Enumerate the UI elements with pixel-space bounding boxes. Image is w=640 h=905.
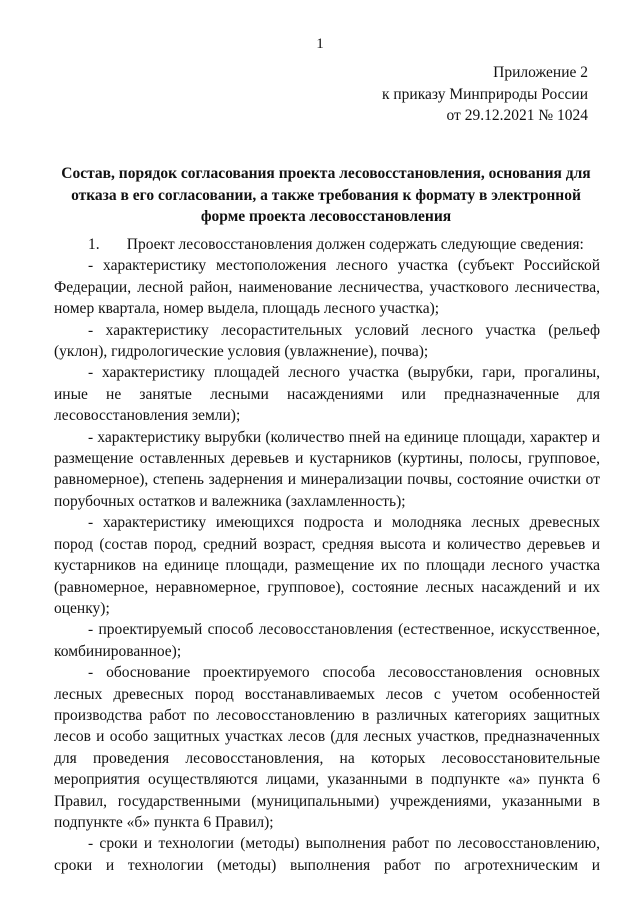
paragraph-justification: - обоснование проектируемого способа лесовосстановления основных лесных древесных пород восстанавливаемых лесов с учетом особенностей производства работ по лесовосстановлению в различных категориях защитных лесов и особо защитных участках лесов (для лесных участков, предназначенных для проведения лесовосстановления, на которых лесовосстановительные мероприятия осуществляются лицами, указанными в подпункте «а» пункта 6 Правил, государственными (муниципальными) учреждениями, указанными в подпункте «б» пункта 6 Правил); xyxy=(54,664,600,831)
document-body xyxy=(54,234,600,876)
appendix-line-3: от 29.12.2021 № 1024 xyxy=(446,107,588,124)
page-number: 1 xyxy=(316,36,324,52)
document-title: Состав, порядок согласования проекта лесовосстановления, основания для отказа в его согласовании, а также требования к формату в электронной форме проекта лесовосстановления xyxy=(61,165,591,225)
appendix-block xyxy=(382,62,588,127)
paragraph-clearing: - характеристику вырубки (количество пней на единице площади, характер и размещение оставленных деревьев и кустарников (куртины, полосы, групповое, равномерное), степень задернения и минерализации почвы, состояние очистки от порубочных остатков и валежника (захламленность); xyxy=(54,428,600,510)
paragraph-item-1: 1. Проект лесовосстановления должен содержать следующие сведения: xyxy=(88,236,584,253)
paragraph-site-conditions: - характеристику лесорастительных условий лесного участка (рельеф (уклон), гидрологические условия (увлажнение), почва); xyxy=(54,321,600,361)
appendix-line-2: к приказу Минприроды России xyxy=(381,85,588,103)
paragraph-areas: - характеристику площадей лесного участка (вырубки, гари, прогалины, иные не занятые лесными насаждениями или предназначенные для лесовосстановления земли); xyxy=(54,364,600,425)
appendix-line-1: Приложение 2 xyxy=(493,64,588,81)
paragraph-timing: - сроки и технологии (методы) выполнения работ по лесовосстановлению, сроки и технологии (методы) выполнения работ по агротехническим и xyxy=(54,835,600,874)
paragraph-location: - характеристику местоположения лесного участка (субъект Российской Федерации, лесной район, наименование лесничества, участкового лесничества, номер квартала, номер выдела, площадь лесного участка); xyxy=(54,257,600,318)
paragraph-undergrowth: - характеристику имеющихся подроста и молодняка лесных древесных пород (состав пород, средний возраст, средняя высота и количество деревьев и кустарников на единице площади, размещение их по площади лесного участка (равномерное, неравномерное, групповое), состояние лесных насаждений и их оценку); xyxy=(54,514,600,617)
paragraph-method: - проектируемый способ лесовосстановления (естественное, искусственное, комбинированное); xyxy=(54,621,600,660)
